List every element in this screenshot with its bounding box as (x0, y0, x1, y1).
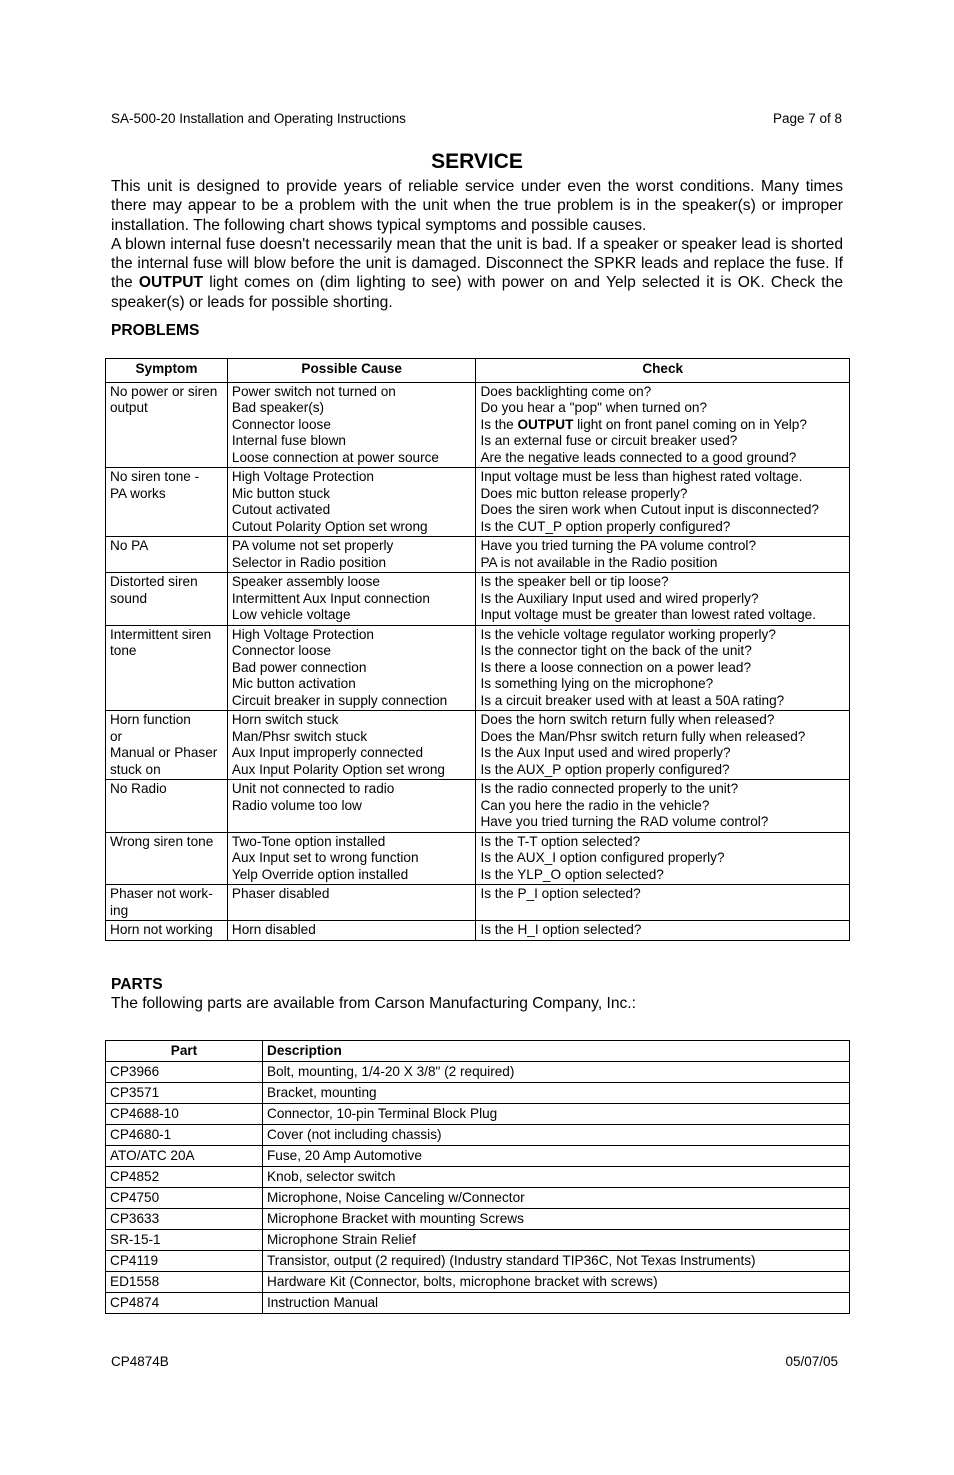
check-line: Is the AUX_P option properly configured? (480, 761, 730, 777)
column-header-part: Part (106, 1041, 263, 1062)
symptom-line: PA works (110, 485, 166, 501)
symptom-cell (106, 780, 228, 833)
cause-cell (227, 625, 476, 711)
symptom-line: Horn function (110, 712, 191, 727)
cause-line: Intermittent Aux Input connection (231, 590, 430, 606)
symptom-line: ing (110, 902, 129, 918)
problems-heading: PROBLEMS (111, 322, 200, 339)
check-line: Does the siren work when Cutout input is disconnected? (480, 502, 819, 517)
part-description-cell: Microphone Strain Relief (263, 1230, 850, 1251)
cause-line: Phaser disabled (231, 886, 330, 901)
check-cell (476, 711, 850, 780)
check-line: Is the speaker bell or tip loose? (480, 574, 669, 589)
symptom-cell (106, 537, 228, 573)
symptom-cell (106, 625, 228, 711)
part-row (106, 1104, 850, 1125)
cause-line: Connector loose (231, 643, 331, 658)
check-line: Are the negative leads connected to a good ground? (480, 449, 797, 465)
cause-line: Unit not connected to radio (231, 781, 395, 796)
cause-line: Aux Input improperly connected (231, 745, 424, 760)
part-description-cell: Cover (not including chassis) (263, 1125, 850, 1146)
problems-table (105, 358, 850, 941)
part-number-cell: CP4874 (106, 1293, 263, 1314)
part-number-cell: CP3966 (106, 1062, 263, 1083)
symptom-line: Intermittent siren (110, 626, 212, 642)
check-line: Is the radio connected properly to the unit? (480, 781, 739, 796)
cause-cell (227, 382, 476, 468)
cause-line: Two-Tone option installed (231, 833, 386, 849)
check-line: Is the connector tight on the back of the unit? (480, 643, 752, 658)
cause-line: Aux Input set to wrong function (231, 850, 419, 865)
cause-line: Cutout activated (231, 502, 331, 517)
symptom-line: or (110, 728, 123, 744)
cause-line: High Voltage Protection (231, 469, 374, 484)
column-header-description: Description (263, 1041, 850, 1062)
cause-line: Aux Input Polarity Option set wrong (231, 761, 445, 777)
intro-paragraph-2 (111, 235, 843, 312)
cause-line: Selector in Radio position (231, 554, 387, 570)
part-description-cell: Bolt, mounting, 1/4-20 X 3/8" (2 required) (263, 1062, 850, 1083)
check-line: Is the T-T option selected? (480, 833, 641, 849)
check-line: Is the OUTPUT light on front panel coming on in Yelp? (480, 416, 807, 432)
check-cell (476, 537, 850, 573)
symptom-cell (106, 921, 228, 941)
part-description-cell: Instruction Manual (263, 1293, 850, 1314)
problem-row (106, 382, 850, 468)
problem-row (106, 921, 850, 941)
intro-paragraph-2-end: light comes on (dim lighting to see) with power on and Yelp selected it is OK. Check the speaker(s) or leads for possible shorting. (111, 274, 843, 311)
check-line: Input voltage must be greater than lowest rated voltage. (480, 607, 816, 622)
cause-line: Speaker assembly loose (231, 574, 380, 589)
check-line: PA is not available in the Radio position (480, 554, 718, 570)
check-line: Is the P_I option selected? (480, 886, 641, 901)
symptom-line: stuck on (110, 761, 161, 777)
check-line: Is a circuit breaker used with at least a 50A rating? (480, 692, 785, 708)
cause-line: Horn switch stuck (231, 712, 339, 727)
check-line: Is the Aux Input used and wired properly? (480, 745, 731, 760)
cause-line: PA volume not set properly (231, 538, 394, 553)
check-cell (476, 885, 850, 921)
part-description-cell: Connector, 10-pin Terminal Block Plug (263, 1104, 850, 1125)
cause-cell (227, 537, 476, 573)
cause-line: Yelp Override option installed (231, 866, 409, 882)
part-row (106, 1272, 850, 1293)
check-cell (476, 921, 850, 941)
footer-date: 05/07/05 (785, 1354, 838, 1369)
part-number-cell: ED1558 (106, 1272, 263, 1293)
check-line: Does backlighting come on? (480, 383, 652, 399)
problem-row (106, 468, 850, 537)
cause-line: Loose connection at power source (231, 449, 439, 465)
part-row (106, 1062, 850, 1083)
cause-line: Connector loose (231, 416, 331, 432)
column-header-check: Check (476, 359, 850, 383)
check-line: Is something lying on the microphone? (480, 676, 714, 691)
cause-line: Internal fuse blown (231, 433, 346, 448)
part-number-cell: CP4680-1 (106, 1125, 263, 1146)
part-row (106, 1251, 850, 1272)
part-row (106, 1146, 850, 1167)
problem-row (106, 537, 850, 573)
symptom-line: Distorted siren (110, 574, 198, 589)
cause-line: Cutout Polarity Option set wrong (231, 518, 428, 534)
problems-header-row (106, 359, 850, 383)
cause-line: Bad speaker(s) (231, 400, 325, 415)
part-number-cell: CP4688-10 (106, 1104, 263, 1125)
check-line: Is there a loose connection on a power lead? (480, 659, 752, 675)
header-page-number: Page 7 of 8 (772, 111, 842, 126)
check-line: Have you tried turning the RAD volume control? (480, 814, 769, 829)
symptom-cell (106, 573, 228, 626)
part-row (106, 1188, 850, 1209)
column-header-symptom: Symptom (106, 359, 228, 383)
check-line: Is the YLP_O option selected? (480, 866, 664, 882)
parts-table (105, 1040, 850, 1314)
cause-line: Man/Phsr switch stuck (231, 728, 368, 744)
part-number-cell: CP4119 (106, 1251, 263, 1272)
part-row (106, 1209, 850, 1230)
problem-row (106, 573, 850, 626)
problem-row (106, 885, 850, 921)
check-cell (476, 382, 850, 468)
cause-cell (227, 573, 476, 626)
cause-cell (227, 780, 476, 833)
check-cell (476, 468, 850, 537)
symptom-line: output (110, 400, 148, 415)
symptom-line: Manual or Phaser (110, 745, 218, 760)
symptom-cell (106, 885, 228, 921)
intro-paragraph-1: This unit is designed to provide years of reliable service under even the worst conditions. Many times there may appear to be a problem with the unit when the true problem is in the speaker(s) or improper installation. The following chart shows typical symptoms and possible causes. (111, 178, 843, 234)
footer-document-code: CP4874B (111, 1354, 169, 1369)
problem-row (106, 625, 850, 711)
check-line: Do you hear a "pop" when turned on? (480, 400, 708, 415)
cause-line: Bad power connection (231, 659, 367, 675)
part-description-cell: Knob, selector switch (263, 1167, 850, 1188)
cause-cell (227, 711, 476, 780)
cause-line: Circuit breaker in supply connection (231, 692, 448, 708)
column-header-possible-cause: Possible Cause (227, 359, 476, 383)
output-keyword: OUTPUT (138, 274, 204, 292)
part-description-cell: Fuse, 20 Amp Automotive (263, 1146, 850, 1167)
part-row (106, 1230, 850, 1251)
symptom-line: No siren tone - (110, 469, 200, 484)
symptom-line: No power or siren (110, 383, 218, 399)
check-cell (476, 573, 850, 626)
cause-cell (227, 832, 476, 885)
cause-cell (227, 921, 476, 941)
cause-line: High Voltage Protection (231, 626, 374, 642)
part-row (106, 1293, 850, 1314)
check-line: Is the H_I option selected? (480, 922, 642, 937)
part-row (106, 1083, 850, 1104)
cause-cell (227, 468, 476, 537)
check-line: Does mic button release properly? (480, 485, 688, 501)
part-number-cell: SR-15-1 (106, 1230, 263, 1251)
check-line: Is the vehicle voltage regulator working properly? (480, 626, 776, 642)
problem-row (106, 711, 850, 780)
problem-row (106, 832, 850, 885)
cause-line: Low vehicle voltage (231, 607, 351, 622)
part-description-cell: Hardware Kit (Connector, bolts, microphone bracket with screws) (263, 1272, 850, 1293)
check-cell (476, 625, 850, 711)
part-number-cell: CP4750 (106, 1188, 263, 1209)
check-line: Is the CUT_P option properly configured? (480, 518, 731, 534)
part-number-cell: CP3571 (106, 1083, 263, 1104)
part-number-cell: CP4852 (106, 1167, 263, 1188)
symptom-line: Wrong siren tone (110, 833, 214, 849)
check-line: Input voltage must be less than highest rated voltage. (480, 469, 803, 484)
symptom-cell (106, 382, 228, 468)
check-cell (476, 832, 850, 885)
part-description-cell: Microphone, Noise Canceling w/Connector (263, 1188, 850, 1209)
part-description-cell: Microphone Bracket with mounting Screws (263, 1209, 850, 1230)
symptom-line: Phaser not work- (110, 886, 213, 901)
parts-heading: PARTS (111, 976, 163, 993)
check-line: Is an external fuse or circuit breaker used? (480, 433, 738, 448)
check-line: Is the AUX_I option configured properly? (480, 850, 725, 865)
symptom-line: No PA (110, 538, 149, 553)
symptom-line: tone (110, 643, 137, 658)
cause-line: Power switch not turned on (231, 383, 396, 399)
symptom-line: No Radio (110, 781, 167, 796)
intro-text (111, 177, 843, 312)
check-line: Does the horn switch return fully when released? (480, 712, 775, 727)
symptom-line: Horn not working (110, 922, 213, 937)
symptom-cell (106, 832, 228, 885)
part-row (106, 1125, 850, 1146)
check-line: Can you here the radio in the vehicle? (480, 797, 710, 813)
check-line: Is the Auxiliary Input used and wired properly? (480, 590, 759, 606)
symptom-cell (106, 711, 228, 780)
part-description-cell: Bracket, mounting (263, 1083, 850, 1104)
parts-header-row (106, 1041, 850, 1062)
cause-cell (227, 885, 476, 921)
part-description-cell: Transistor, output (2 required) (Industry standard TIP36C, Not Texas Instruments) (263, 1251, 850, 1272)
check-line: Have you tried turning the PA volume control? (480, 538, 757, 553)
part-number-cell: CP3633 (106, 1209, 263, 1230)
header-document-title: SA-500-20 Installation and Operating Instructions (111, 111, 406, 126)
section-title: SERVICE (431, 150, 523, 173)
part-number-cell: ATO/ATC 20A (106, 1146, 263, 1167)
symptom-cell (106, 468, 228, 537)
part-row (106, 1167, 850, 1188)
cause-line: Horn disabled (231, 922, 316, 937)
intro-paragraph-2-start: A blown internal fuse doesn't necessarily mean that the unit is bad. If a speaker or speaker lead is shorted the internal fuse will blow before the unit is damaged. Disconnect the SPKR leads and replace the fuse. If the (111, 235, 843, 292)
problem-row (106, 780, 850, 833)
cause-line: Mic button stuck (231, 485, 331, 501)
check-line: Does the Man/Phsr switch return fully when released? (480, 728, 806, 744)
cause-line: Mic button activation (231, 676, 356, 691)
check-cell (476, 780, 850, 833)
symptom-line: sound (110, 590, 148, 606)
parts-intro: The following parts are available from Carson Manufacturing Company, Inc.: (111, 995, 636, 1012)
cause-line: Radio volume too low (231, 797, 362, 813)
